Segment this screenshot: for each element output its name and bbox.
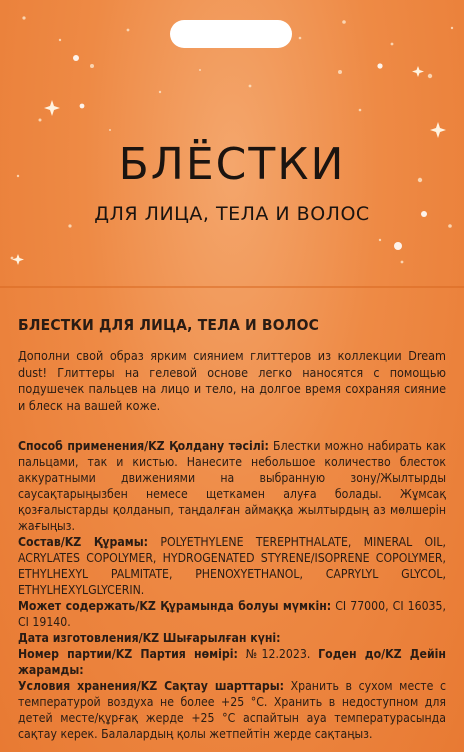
- storage-section: [18, 678, 446, 742]
- sparkle-icon: [12, 254, 24, 265]
- sparkle-icon: [430, 122, 446, 138]
- sparkle-icon: [44, 100, 60, 116]
- storage-label: Условия хранения/KZ Сақтау шарттары:: [18, 679, 284, 693]
- usage-section: [18, 438, 446, 534]
- product-subtitle: ДЛЯ ЛИЦА, ТЕЛА И ВОЛОС: [94, 203, 370, 225]
- description-heading: БЛЕСТКИ ДЛЯ ЛИЦА, ТЕЛА И ВОЛОС: [18, 316, 320, 334]
- may-contain-section: [18, 598, 446, 630]
- manufacture-date-section: [18, 630, 446, 646]
- may-contain-text: CI 77000, CI 16035, CI 19140.: [18, 599, 446, 629]
- batch-section: [18, 646, 446, 678]
- batch-label: Номер партии/KZ Партия нөмірі:: [18, 647, 238, 661]
- usage-text: Блестки можно набирать как пальцами, так и кистью. Нанесите небольшое количество блесток аккуратными движениями на выбранную зону/Жылтырды саусақтарыңызбен немесе щеткамен алуға болады. Жұмсақ қозғалыстарды қолданып, таңдалған аймаққа жылтырдың аз мөлшерін жағыңыз.: [18, 439, 446, 533]
- composition-text: POLYETHYLENE TEREPHTHALATE, MINERAL OIL, ACRYLATES COPOLYMER, HYDROGENATED STYRENE/ISOPRENE COPOLYMER, ETHYLHEXYL PALMITATE, PHENOXYETHANOL, CAPRYLYL GLYCOL, ETHYLHEXYLGLYCERIN.: [18, 535, 446, 597]
- may-contain-label: Может содержать/KZ Құрамында болуы мүмкін:: [18, 599, 332, 613]
- product-title: БЛЁСТКИ: [118, 139, 346, 190]
- intro-text: Дополни свой образ ярким сиянием глиттеров из коллекции Dream dust! Глиттеры на гелевой основе легко наносятся с помощью подушечек пальцев на лицо и тело, на долгое время сохраняя сияние и блеск на вашей коже.: [18, 348, 446, 413]
- usage-label: Способ применения/KZ Қолдану тәсілі:: [18, 439, 269, 453]
- composition-label: Состав/KZ Құрамы:: [18, 535, 149, 549]
- details-block: [18, 438, 446, 742]
- manufacture-date-label: Дата изготовления/KZ Шығарылған күні:: [18, 631, 281, 645]
- batch-text: №12.2023.: [237, 647, 319, 661]
- storage-text: Хранить в сухом месте с температурой воздуха не более +25 °С. Хранить в недоступном для детей месте/құрғақ жерде +25 °С аспайтын ауа температурасында сақтау керек. Балалардың қолы жетпейтін жерде сақтаңыз.: [18, 679, 446, 741]
- description-panel: [18, 316, 446, 742]
- composition-section: [18, 534, 446, 598]
- expiry-label: Годен до/KZ Дейін жарамды:: [18, 647, 447, 677]
- divider: [0, 286, 464, 288]
- sparkle-icon: [412, 66, 424, 77]
